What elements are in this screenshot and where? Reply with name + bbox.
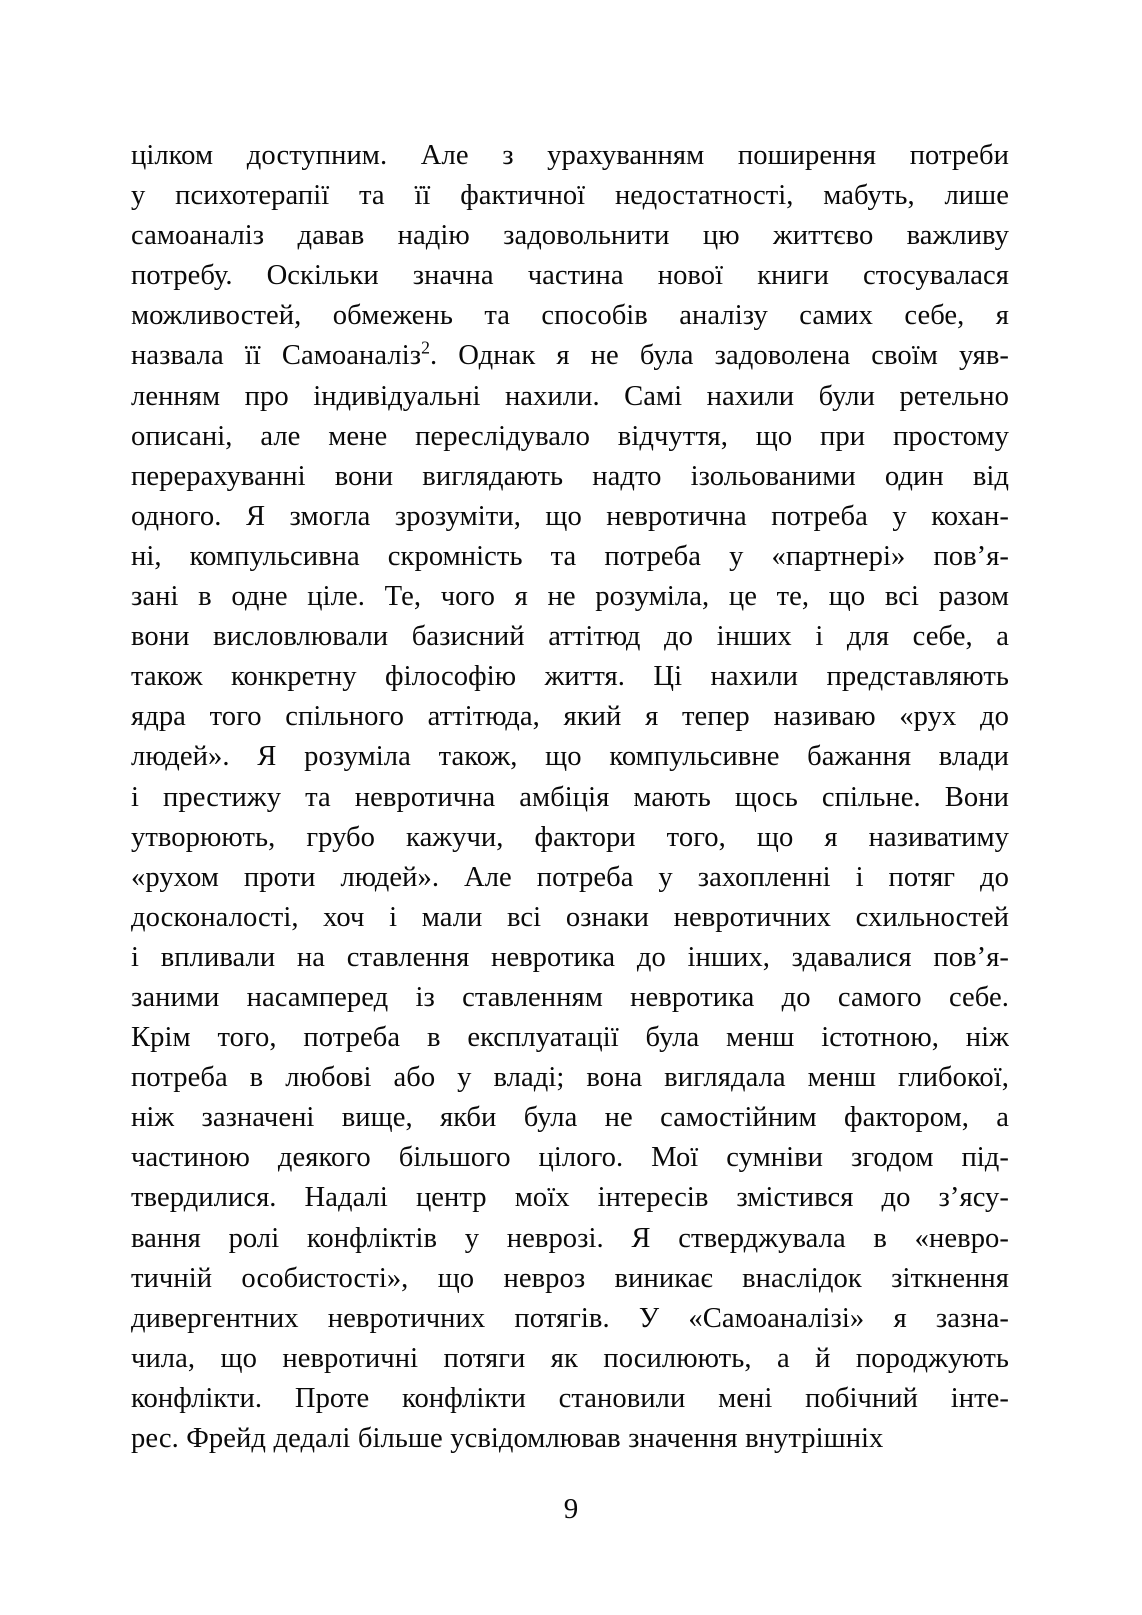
body-line-text: вання ролі конфліктів у неврозі. Я стверджувала в «невро- xyxy=(131,1222,1009,1254)
body-line-text: ленням про індивідуальні нахили. Самі нахили були ретельно xyxy=(131,380,1009,412)
body-line-text: дивергентних невротичних потягів. У «Самоаналізі» я зазна- xyxy=(131,1302,1009,1334)
body-line-text: також конкретну філософію життя. Ці нахили представляють xyxy=(131,661,1009,693)
body-line xyxy=(131,697,1009,737)
body-line xyxy=(131,336,1009,376)
body-line-text: самоаналіз давав надію задовольнити цю життєво важливу xyxy=(131,220,1009,252)
body-line-text: зані в одне ціле. Те, чого я не розуміла, це те, що всі разом xyxy=(131,581,1009,613)
body-line-text: ні, компульсивна скромність та потреба у «партнері» пов’я- xyxy=(131,540,1009,572)
body-line xyxy=(131,1178,1009,1218)
body-line xyxy=(131,978,1009,1018)
body-line xyxy=(131,497,1009,537)
body-line-text: ніж зазначені вище, якби була не самостійним фактором, а xyxy=(131,1102,1009,1134)
body-line-text: можливостей, обмежень та способів аналізу самих себе, я xyxy=(131,300,1009,332)
body-line-text: потребу. Оскільки значна частина нової книги стосувалася xyxy=(131,260,1009,292)
body-line xyxy=(131,1419,1009,1459)
body-paragraph xyxy=(131,136,1009,1459)
body-line xyxy=(131,1379,1009,1419)
body-line xyxy=(131,938,1009,978)
body-line-text: ядра того спільного аттітюда, який я тепер називаю «рух до xyxy=(131,701,1009,733)
body-line-text: утворюють, грубо кажучи, фактори того, що я називатиму xyxy=(131,821,1009,853)
body-line xyxy=(131,296,1009,336)
body-line xyxy=(131,256,1009,296)
body-line xyxy=(131,1138,1009,1178)
body-line-text: одного. Я змогла зрозуміти, що невротична потреба у кохан- xyxy=(131,500,1009,532)
body-line xyxy=(131,1339,1009,1379)
body-line-text: Крім того, потреба в експлуатації була менш істотною, ніж xyxy=(131,1022,1009,1054)
body-text-block xyxy=(131,136,1009,1459)
body-line xyxy=(131,657,1009,697)
body-line-text: вони висловлювали базисний аттітюд до інших і для себе, а xyxy=(131,621,1009,653)
body-line-text: людей». Я розуміла також, що компульсивне бажання влади xyxy=(131,741,1009,773)
body-line-text: описані, але мене переслідувало відчуття, що при простому xyxy=(131,420,1009,452)
body-line xyxy=(131,577,1009,617)
body-line xyxy=(131,818,1009,858)
body-line-text: у психотерапії та її фактичної недостатності, мабуть, лише xyxy=(131,180,1009,212)
body-line xyxy=(131,377,1009,417)
body-line-text: назвала її Самоаналіз$^2$. Однак я не була задоволена своїм уяв- xyxy=(131,337,1010,372)
body-line-text: перерахуванні вони виглядають надто ізольованими один від xyxy=(131,460,1009,492)
body-line xyxy=(131,216,1009,256)
page-number: 9 xyxy=(563,1493,579,1525)
body-line-text: тичній особистості», що невроз виникає внаслідок зіткнення xyxy=(131,1262,1009,1294)
footnote-reference[interactable]: 2 xyxy=(421,337,430,358)
body-line-text: «рухом проти людей». Але потреба у захопленні і потяг до xyxy=(131,861,1009,893)
body-line xyxy=(131,1018,1009,1058)
body-line xyxy=(131,1259,1009,1299)
body-line-text: частиною деякого більшого цілого. Мої сумніви згодом під- xyxy=(131,1142,1009,1174)
body-line xyxy=(131,617,1009,657)
body-line-text: твердилися. Надалі центр моїх інтересів змістився до з’ясу- xyxy=(131,1182,1009,1214)
body-line-text: досконалості, хоч і мали всі ознаки невротичних схильностей xyxy=(131,901,1009,933)
body-line-text: чила, що невротичні потяги як посилюють, а й породжують xyxy=(131,1342,1009,1374)
body-line xyxy=(131,1098,1009,1138)
body-line-text: конфлікти. Проте конфлікти становили мені побічний інте- xyxy=(131,1382,1009,1414)
body-line xyxy=(131,737,1009,777)
body-line xyxy=(131,417,1009,457)
body-line xyxy=(131,858,1009,898)
body-line xyxy=(131,898,1009,938)
body-line xyxy=(131,537,1009,577)
body-line xyxy=(131,176,1009,216)
body-line-text: і впливали на ставлення невротика до інших, здавалися пов’я- xyxy=(131,941,1009,973)
body-line-text: і престижу та невротична амбіція мають щось спільне. Вони xyxy=(131,781,1009,813)
body-line xyxy=(131,1299,1009,1339)
body-line xyxy=(131,457,1009,497)
body-line-text: цілком доступним. Але з урахуванням поширення потреби xyxy=(131,140,1009,171)
body-line xyxy=(131,778,1009,818)
body-line xyxy=(131,136,1009,176)
body-line-text: заними насамперед із ставленням невротика до самого себе. xyxy=(131,981,1009,1013)
body-line-text: рес. Фрейд дедалі більше усвідомлював значення внутрішніх xyxy=(131,1423,884,1454)
body-line xyxy=(131,1058,1009,1098)
body-line-text: потреба в любові або у владі; вона виглядала менш глибокої, xyxy=(131,1062,1009,1094)
body-line xyxy=(131,1219,1009,1259)
